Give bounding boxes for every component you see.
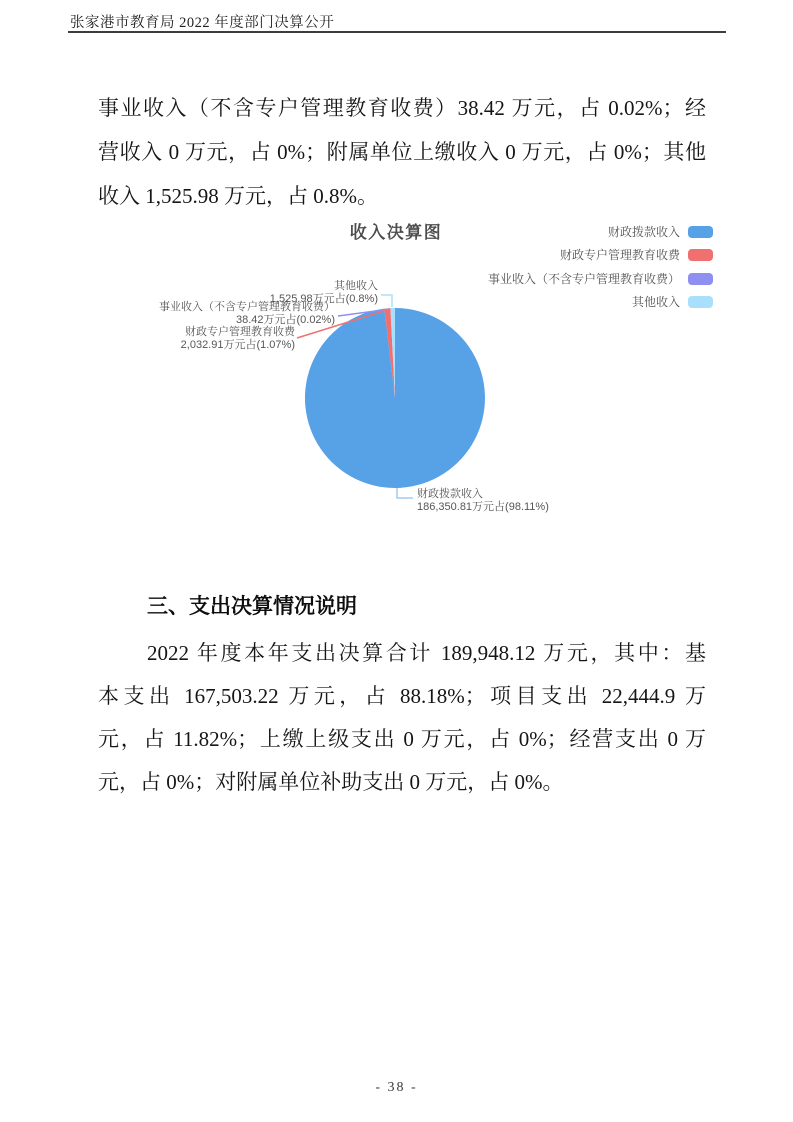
legend-label: 财政专户管理教育收费: [559, 248, 680, 262]
callout-name: 事业收入（不含专户管理教育收费）: [159, 301, 335, 313]
callout-fiscal-income: [417, 488, 549, 513]
callout-name: 财政专户管理教育收费: [185, 326, 295, 338]
paragraph-line: 本支出 167,503.22 万元，占 88.18%；项目支出 22,444.9 万: [98, 684, 706, 708]
legend-label: 其他收入: [631, 295, 680, 309]
header-rule: [68, 31, 726, 33]
legend-item-career-income: [488, 272, 713, 285]
callout-name: 财政拨款收入: [417, 488, 483, 500]
legend-swatch-icon: [688, 249, 713, 261]
legend-swatch-icon: [688, 273, 713, 285]
expense-section-heading: 三、支出决算情况说明: [147, 594, 357, 618]
callout-value: 1,525.98万元占(0.8%): [269, 292, 378, 305]
legend-item-special-fee: [560, 248, 713, 261]
page-number: - 38 -: [375, 1080, 418, 1095]
paragraph-line: 元，占 11.82%；上缴上级支出 0 万元，占 0%；经营支出 0 万: [98, 727, 706, 751]
paragraph-line: 事业收入（不含专户管理教育收费）38.42 万元，占 0.02%；经: [98, 96, 706, 120]
callout-value: 2,032.91万元占(1.07%): [180, 338, 295, 351]
legend-label: 财政拨款收入: [607, 225, 680, 239]
legend-item-fiscal-income: [608, 225, 713, 238]
callout-name: 其他收入: [334, 280, 378, 292]
document-header: 张家港市教育局 2022 年度部门决算公开: [70, 15, 335, 31]
expense-paragraph: [98, 632, 706, 804]
legend-swatch-icon: [688, 296, 713, 308]
income-paragraph: [98, 86, 706, 218]
paragraph-line: 收入 1,525.98 万元，占 0.8%。: [98, 184, 378, 208]
callout-career-income: [159, 301, 335, 326]
legend-item-other-income: [632, 295, 713, 308]
paragraph-line: 元，占 0%；对附属单位补助支出 0 万元，占 0%。: [98, 770, 564, 794]
paragraph-line: 2022 年度本年支出决算合计 189,948.12 万元，其中：基: [147, 641, 706, 665]
income-pie-chart: [145, 210, 720, 530]
legend-swatch-icon: [688, 226, 713, 238]
chart-title: 收入决算图: [349, 223, 443, 242]
leader-line-other-income: [381, 295, 392, 307]
legend-label: 事业收入（不含专户管理教育收费）: [487, 272, 680, 286]
callout-value: 38.42万元占(0.02%): [235, 313, 335, 326]
callout-special-fee: [181, 326, 295, 351]
paragraph-line: 营收入 0 万元，占 0%；附属单位上缴收入 0 万元，占 0%；其他: [98, 140, 706, 164]
callout-value: 186,350.81万元占(98.11%): [417, 500, 549, 513]
pie-slices: [305, 308, 485, 488]
